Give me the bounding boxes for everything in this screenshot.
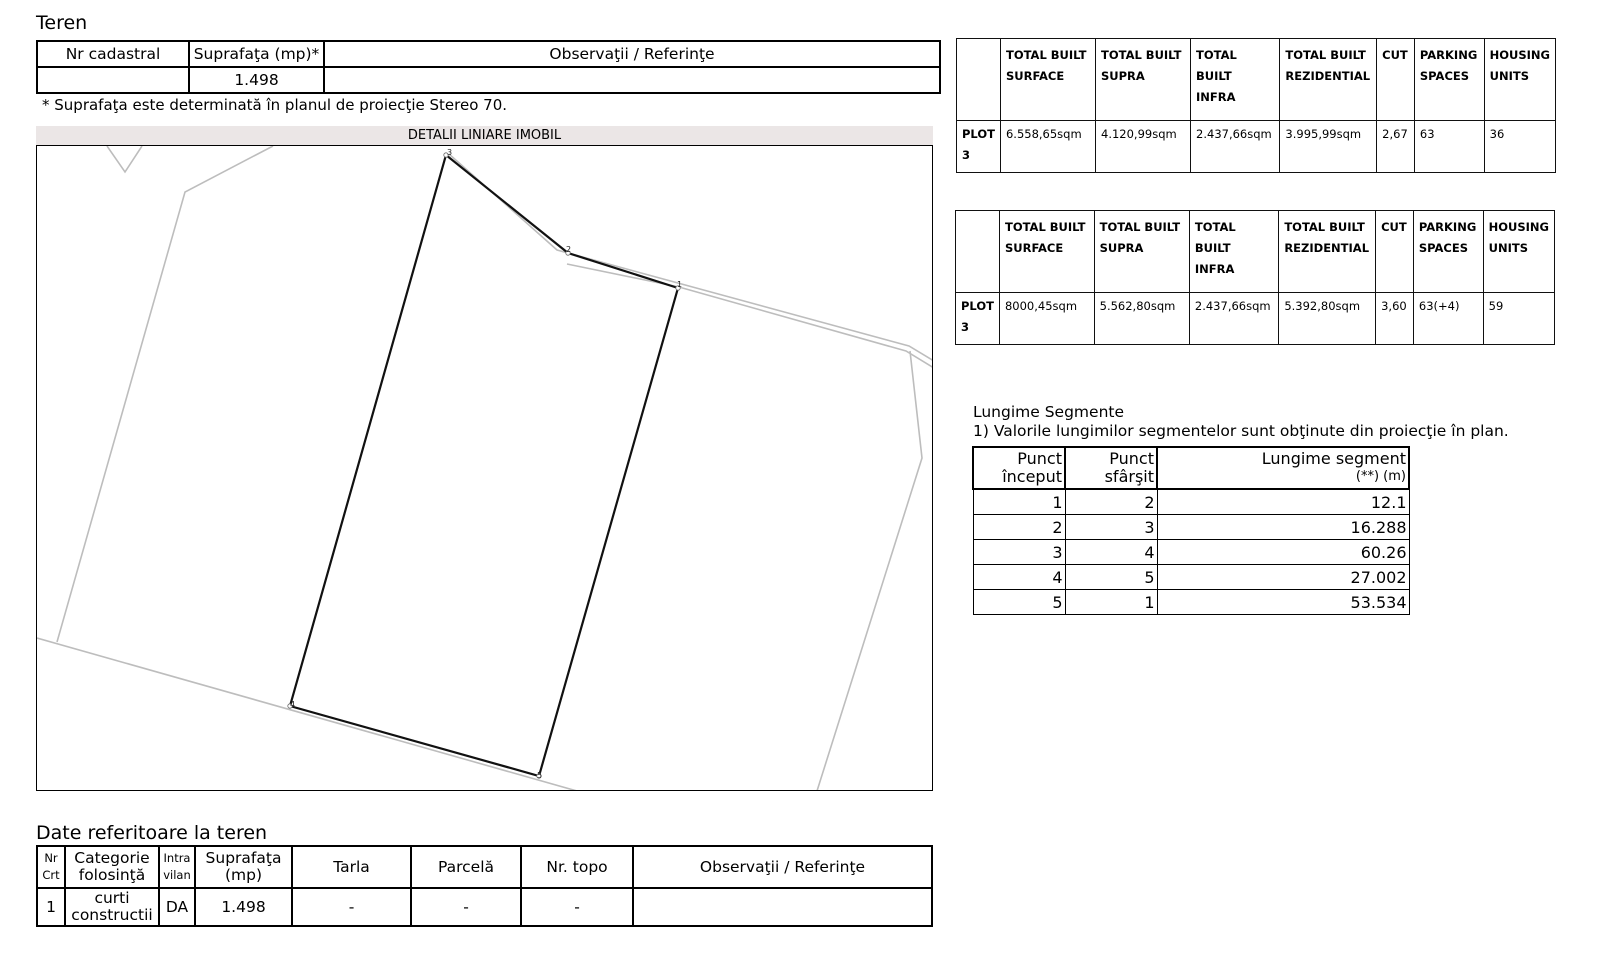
segment-start: 3 (973, 540, 1065, 565)
teren-header-row (37, 41, 940, 67)
date-teren-header-row (37, 846, 932, 888)
header-observatii-referinte: Observaţii / Referinţe (633, 846, 932, 888)
vertex-markers (288, 153, 683, 778)
cell-categorie: curti constructii (65, 888, 159, 926)
neighbor-boundary (817, 351, 922, 791)
header-suprafata: Suprafaţa (mp)* (189, 41, 324, 67)
segment-end: 4 (1065, 540, 1157, 565)
vertex-labels (290, 148, 682, 780)
header-intravilan: Intra vilan (159, 846, 195, 888)
plot-header-cell: TOTAL BUILT REZIDENTIAL (1279, 211, 1376, 293)
plot-cell: 63(+4) (1413, 293, 1483, 345)
plot-cell: 5.392,80sqm (1279, 293, 1376, 345)
segment-row (973, 489, 1409, 515)
plot-cell: 6.558,65sqm (1000, 121, 1095, 173)
plot-header-cell: TOTAL BUILT SURFACE (999, 211, 1094, 293)
segment-length: 12.1 (1157, 489, 1409, 515)
plot-table-row (956, 293, 1555, 345)
header-nr-cadastral: Nr cadastral (37, 41, 189, 67)
plot-cell: 8000,45sqm (999, 293, 1094, 345)
plot-header-cell (956, 211, 1000, 293)
plot-cell: 63 (1414, 121, 1484, 173)
segments-title: Lungime Segmente (973, 403, 1125, 421)
plot-cell: 2,67 (1377, 121, 1415, 173)
header-parcela: Parcelă (411, 846, 521, 888)
segments-heading (973, 403, 1509, 441)
plot-header-cell: TOTAL BUILT SUPRA (1096, 39, 1191, 121)
header-lungime-segment (1157, 447, 1409, 489)
segments-subtitle: 1) Valorile lungimilor segmentelor sunt obţinute din proiecţie în plan. (973, 422, 1509, 440)
plot-header-cell: TOTAL BUILT INFRA (1189, 211, 1278, 293)
segment-end: 5 (1065, 565, 1157, 590)
segment-start: 5 (973, 590, 1065, 615)
plot-table-1 (956, 38, 1556, 173)
cell-intravilan: DA (159, 888, 195, 926)
plot-cell: 2.437,66sqm (1191, 121, 1280, 173)
segment-row (973, 515, 1409, 540)
header-lungime-label: Lungime segment (1261, 449, 1406, 468)
teren-title: Teren (36, 12, 88, 34)
cell-parcela: - (411, 888, 521, 926)
header-suprafata-mp: Suprafaţa (mp) (195, 846, 292, 888)
plot-header-cell: TOTAL BUILT SUPRA (1094, 211, 1189, 293)
segment-end: 1 (1065, 590, 1157, 615)
plot-table-header (957, 39, 1556, 121)
header-punct-inceput: Punct început (973, 447, 1065, 489)
date-teren-table (36, 845, 933, 927)
segments-header-row (973, 447, 1409, 489)
neighbor-boundary (567, 264, 933, 368)
teren-table (36, 40, 941, 94)
header-lungime-unit: (**) (m) (1355, 469, 1406, 484)
segments-table (972, 446, 1410, 615)
segment-start: 1 (973, 489, 1065, 515)
value-observatii (324, 67, 940, 93)
header-nr-crt: Nr Crt (37, 846, 65, 888)
plot-cell: 3.995,99sqm (1280, 121, 1377, 173)
cell-suprafata: 1.498 (195, 888, 292, 926)
point-label-4: 4 (290, 700, 296, 709)
map-caption: DETALII LINIARE IMOBIL (36, 126, 933, 145)
plot-cell: 2.437,66sqm (1189, 293, 1278, 345)
cell-nr-crt: 1 (37, 888, 65, 926)
segment-start: 4 (973, 565, 1065, 590)
plot-cell: 5.562,80sqm (1094, 293, 1189, 345)
segment-length: 16.288 (1157, 515, 1409, 540)
plot-header-cell: HOUSING UNITS (1484, 39, 1555, 121)
segments-body (973, 489, 1409, 615)
header-tarla: Tarla (292, 846, 411, 888)
neighbor-boundary (37, 638, 577, 791)
plot-row-label: PLOT 3 (957, 121, 1001, 173)
point-label-3: 3 (447, 148, 453, 157)
value-nr-cadastral (37, 67, 189, 93)
plot-header-cell: CUT (1376, 211, 1414, 293)
date-teren-title: Date referitoare la teren (36, 822, 268, 844)
parcel-polygon (290, 155, 678, 776)
header-punct-sfarsit: Punct sfârşit (1065, 447, 1157, 489)
segment-length: 60.26 (1157, 540, 1409, 565)
plot-table-2 (955, 210, 1555, 345)
value-suprafata: 1.498 (189, 67, 324, 93)
plot-table-header (956, 211, 1555, 293)
plot-cell: 59 (1483, 293, 1554, 345)
plot-header-cell: CUT (1377, 39, 1415, 121)
neighbor-parcels (37, 146, 933, 791)
teren-footnote: * Suprafaţa este determinată în planul de proiecţie Stereo 70. (42, 96, 508, 114)
segment-row (973, 565, 1409, 590)
plot-cell: 4.120,99sqm (1096, 121, 1191, 173)
plot-header-cell: TOTAL BUILT SURFACE (1000, 39, 1095, 121)
plot-header-cell (957, 39, 1001, 121)
cell-observatii (633, 888, 932, 926)
cell-tarla: - (292, 888, 411, 926)
header-categorie: Categorie folosinţă (65, 846, 159, 888)
parcel-map (36, 145, 933, 791)
cell-nr-topo: - (521, 888, 633, 926)
plot-row-label: PLOT 3 (956, 293, 1000, 345)
segment-length: 53.534 (1157, 590, 1409, 615)
teren-value-row (37, 67, 940, 93)
parcel-boundary (290, 155, 678, 776)
neighbor-boundary (449, 154, 933, 361)
header-nr-topo: Nr. topo (521, 846, 633, 888)
header-observatii: Observaţii / Referinţe (324, 41, 940, 67)
plot-header-cell: PARKING SPACES (1413, 211, 1483, 293)
date-teren-row (37, 888, 932, 926)
segment-row (973, 590, 1409, 615)
plot-header-cell: HOUSING UNITS (1483, 211, 1554, 293)
plot-cell: 36 (1484, 121, 1555, 173)
neighbor-boundary (107, 146, 142, 172)
segment-row (973, 540, 1409, 565)
segment-end: 3 (1065, 515, 1157, 540)
plot-header-cell: TOTAL BUILT INFRA (1191, 39, 1280, 121)
segment-length: 27.002 (1157, 565, 1409, 590)
segment-start: 2 (973, 515, 1065, 540)
parcel-map-svg (37, 146, 933, 791)
neighbor-boundary (57, 146, 273, 642)
point-label-2: 2 (566, 245, 572, 254)
point-label-5: 5 (537, 771, 543, 780)
plot-table-row (957, 121, 1556, 173)
plot-cell: 3,60 (1376, 293, 1414, 345)
segment-end: 2 (1065, 489, 1157, 515)
plot-header-cell: PARKING SPACES (1414, 39, 1484, 121)
point-label-1: 1 (677, 280, 683, 289)
plot-header-cell: TOTAL BUILT REZIDENTIAL (1280, 39, 1377, 121)
